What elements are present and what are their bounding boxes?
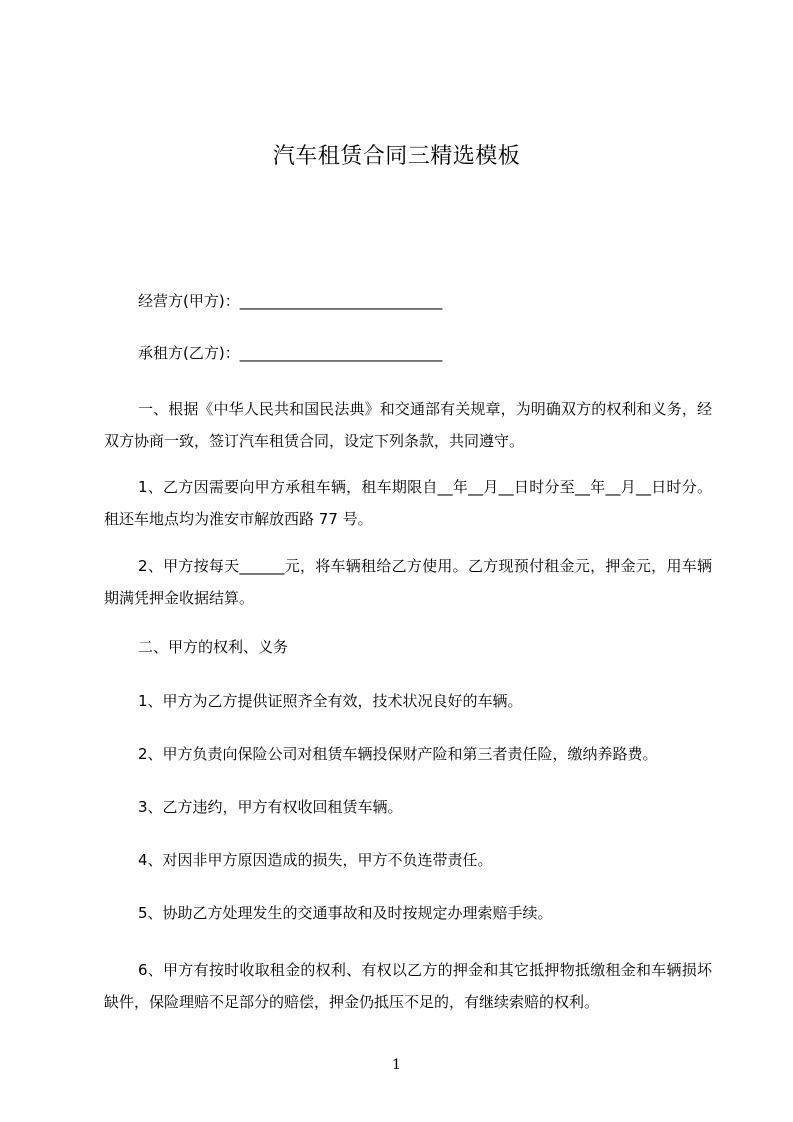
page-number: 1 <box>392 1057 401 1073</box>
section2-item: 4、对因非甲方原因造成的损失，甲方不负连带责任。 <box>138 851 493 869</box>
section2-item: 1、甲方为乙方提供证照齐全有效，技术状况良好的车辆。 <box>138 692 523 710</box>
clause-1-paragraph: 1、乙方因需要向甲方承租车辆，租车期限自__年__月__日时分至__年__月__日时分。租还车地点均为淮安市解放西路 77 号。 <box>104 478 712 528</box>
clause-2-6-paragraph: 6、甲方有按时收取租金的权利、有权以乙方的押金和其它抵押物抵缴租金和车辆损坏缺件，保险理赔不足部分的赔偿，押金仍抵压不足的，有继续索赔的权利。 <box>104 961 712 1011</box>
section2-heading: 二、甲方的权利、义务 <box>138 638 289 656</box>
section1-intro-paragraph: 一、根据《中华人民共和国民法典》和交通部有关规章，为明确双方的权利和义务，经双方协商一致，签订汽车租赁合同，设定下列条款，共同遵守。 <box>104 400 712 450</box>
party-a-line: 经营方(甲方)：___________________________ <box>138 292 443 310</box>
document-title: 汽车租赁合同三精选模板 <box>272 144 521 169</box>
section2-item: 5、协助乙方处理发生的交通事故和及时按规定办理索赔手续。 <box>138 904 553 922</box>
section2-item: 3、乙方违约，甲方有权收回租赁车辆。 <box>138 798 403 816</box>
section2-item: 2、甲方负责向保险公司对租赁车辆投保财产险和第三者责任险，缴纳养路费。 <box>138 745 658 763</box>
clause-2-paragraph: 2、甲方按每天______元，将车辆租给乙方使用。乙方现预付租金元，押金元，用车辆期满凭押金收据结算。 <box>104 557 712 607</box>
party-b-line: 承租方(乙方)：___________________________ <box>138 344 443 362</box>
